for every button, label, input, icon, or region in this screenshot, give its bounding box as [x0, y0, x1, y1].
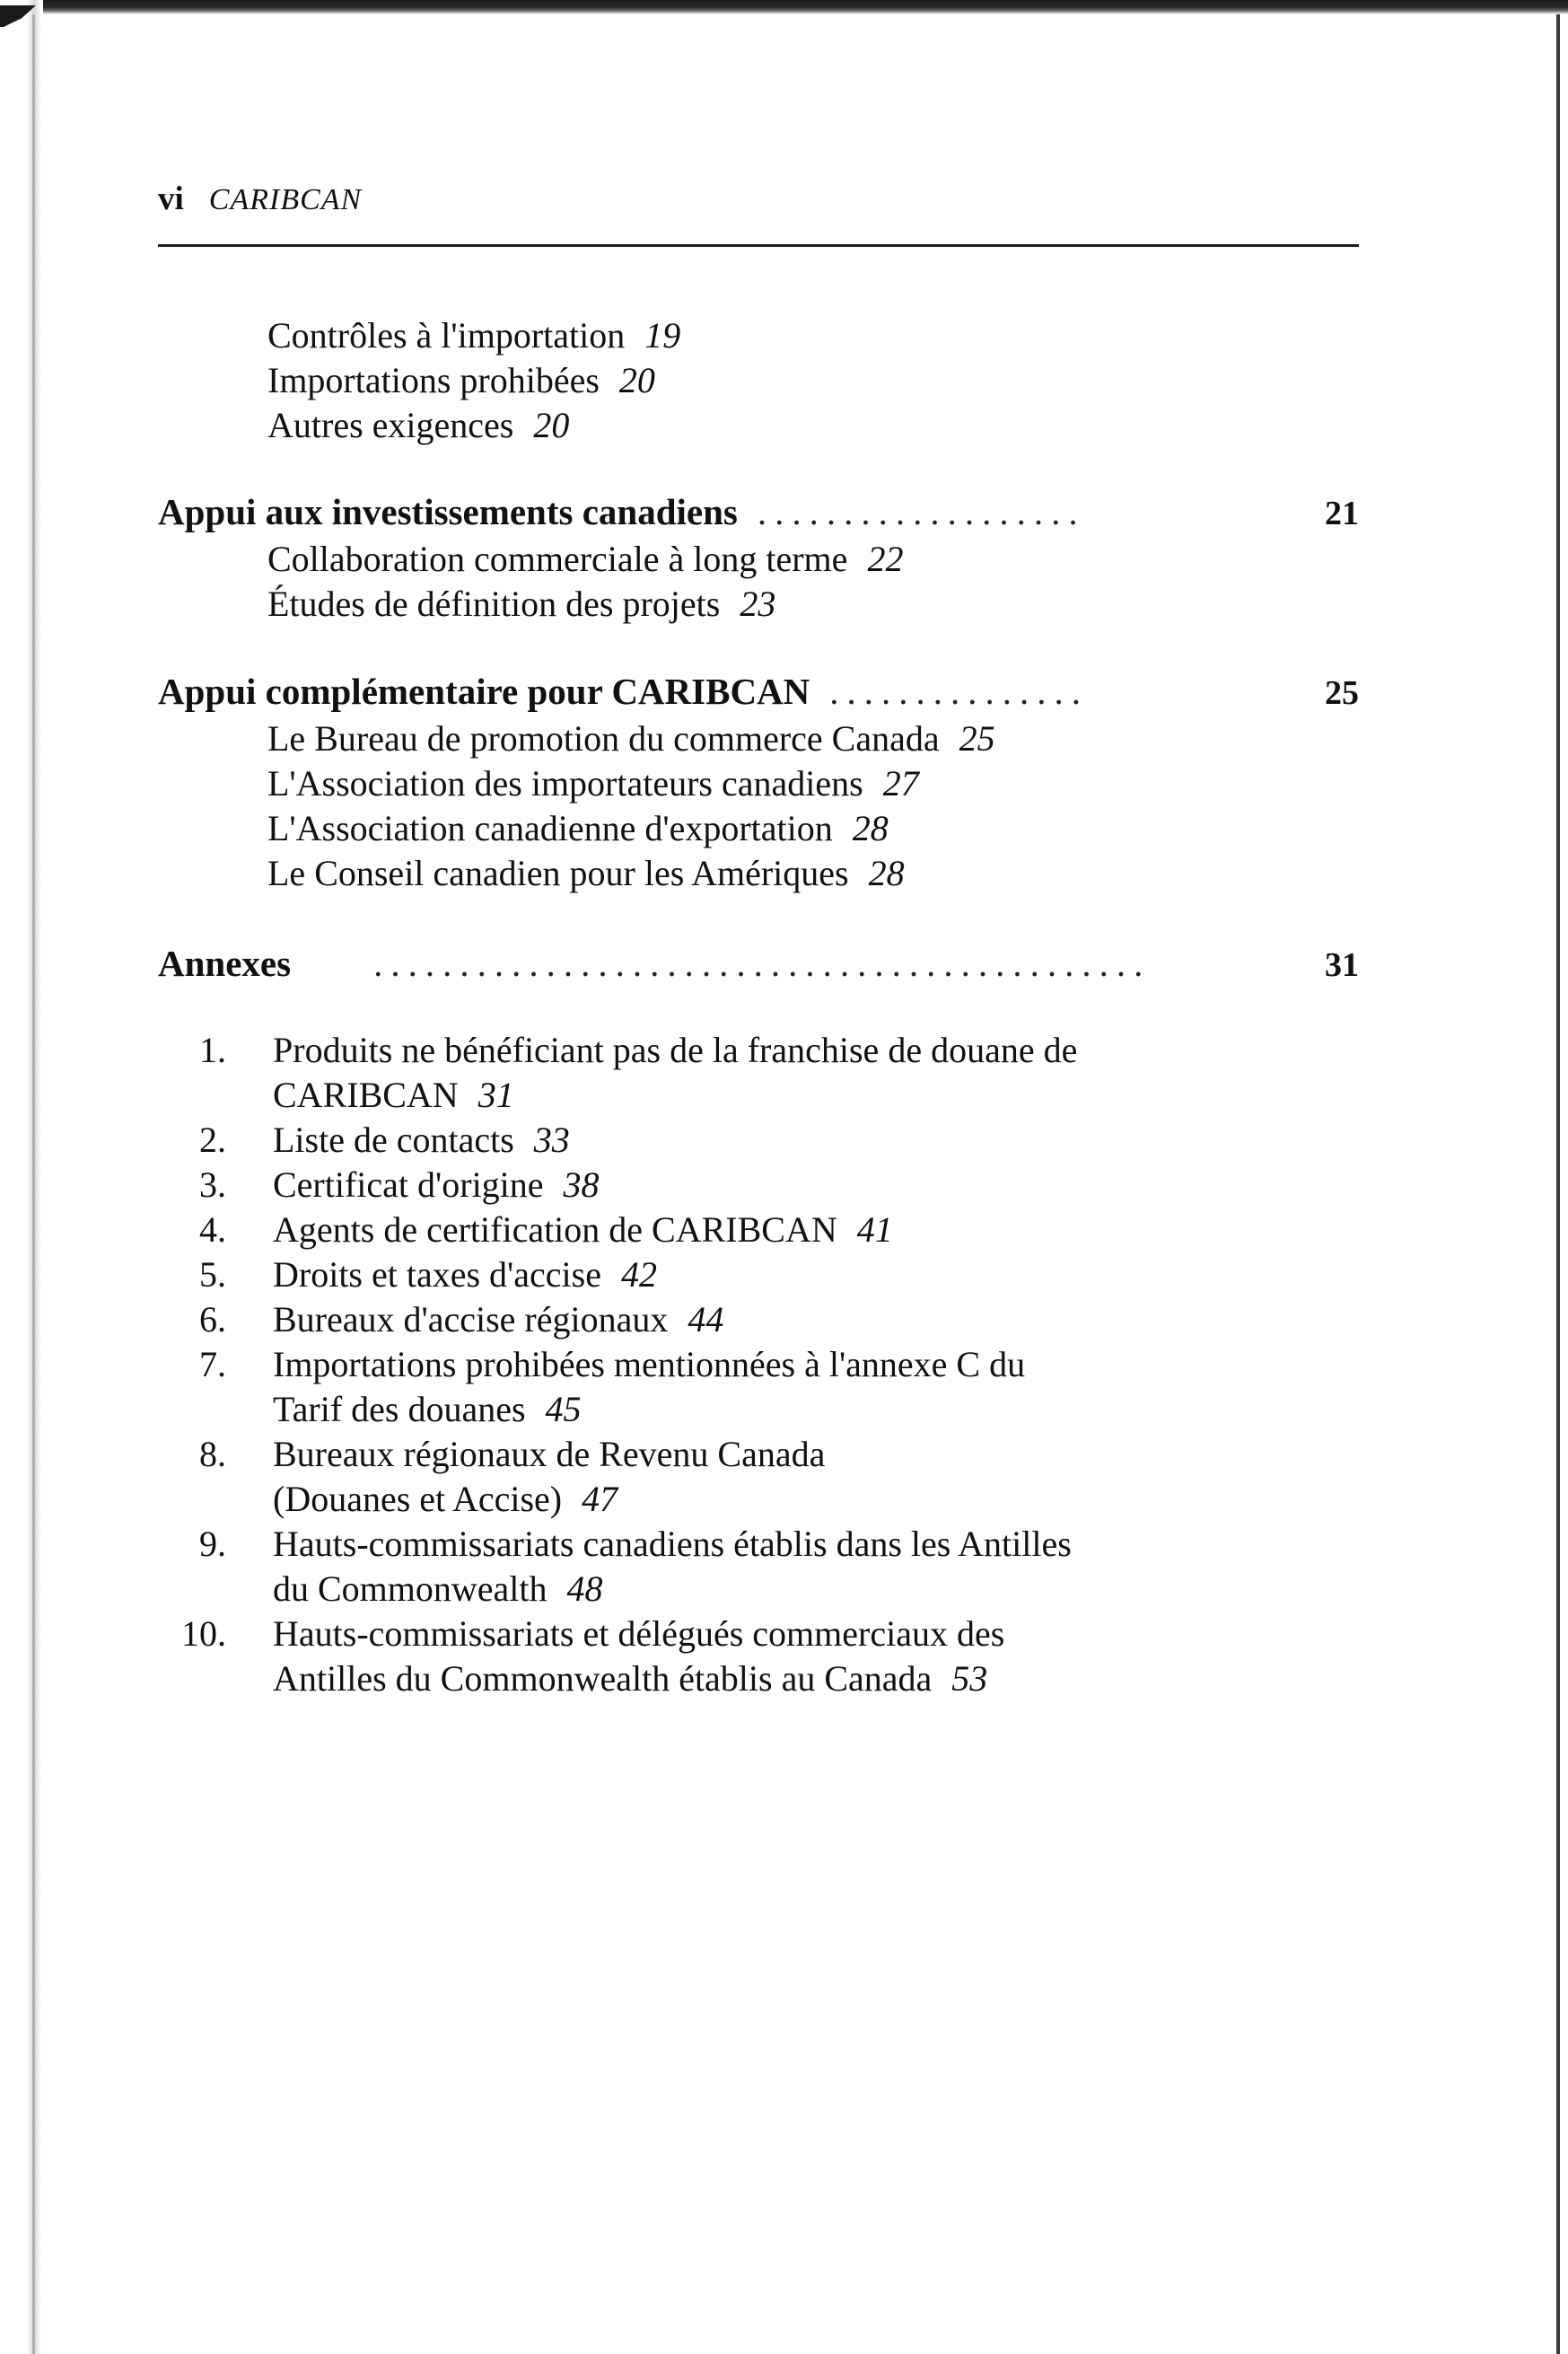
section-title: Annexes	[158, 943, 292, 984]
annex-line-text: Bureaux d'accise régionaux	[273, 1299, 669, 1339]
book-title: CARIBCAN	[208, 183, 363, 216]
annex-page: 48	[566, 1568, 603, 1609]
annex-number: 3.	[199, 1164, 226, 1205]
annex-number: 9.	[199, 1524, 226, 1564]
page-folio: vi	[158, 180, 184, 217]
annex-line	[273, 1073, 1271, 1118]
toc-entry-page: 28	[868, 853, 905, 893]
dot-leader: ...............	[829, 671, 1090, 712]
toc-entry	[267, 851, 905, 896]
annex-line-text: Tarif des douanes	[273, 1389, 526, 1429]
annex-number: 7.	[199, 1344, 226, 1384]
annex-number: 2.	[199, 1120, 226, 1160]
section-page: 21	[1325, 495, 1359, 532]
toc-entry-page: 27	[882, 763, 919, 804]
annex-page: 53	[951, 1658, 988, 1699]
annex-page: 44	[688, 1299, 724, 1339]
annex-list	[158, 1028, 1271, 1701]
annex-number: 4.	[199, 1209, 226, 1250]
toc-entry-page: 22	[867, 539, 904, 579]
dot-leader: .............................................	[373, 943, 1152, 984]
annex-line-text: Antilles du Commonwealth établis au Canada	[273, 1658, 933, 1699]
header-rule	[158, 244, 1359, 247]
annex-line	[273, 1297, 1271, 1342]
annex-page: 41	[856, 1209, 893, 1250]
scan-right-edge	[1556, 14, 1560, 2354]
toc-entry-page: 20	[618, 360, 655, 400]
annex-page: 47	[582, 1479, 618, 1519]
toc-entry	[267, 358, 655, 403]
annex-number: 1.	[199, 1030, 226, 1070]
toc-entry-label: Importations prohibées	[267, 360, 600, 400]
toc-entry-page: 19	[644, 315, 681, 356]
toc-entry-label: Le Conseil canadien pour les Amériques	[267, 853, 849, 893]
toc-entry	[267, 716, 995, 761]
annex-page: 33	[533, 1120, 570, 1160]
annex-item	[158, 1208, 1271, 1252]
dot-leader: ...................	[757, 491, 1086, 532]
annex-line	[273, 1163, 1271, 1208]
toc-entry-label: Autres exigences	[267, 405, 514, 445]
annex-line	[273, 1118, 1271, 1163]
section-page: 31	[1325, 946, 1359, 984]
annex-line-text: Agents de certification de CARIBCAN	[273, 1209, 837, 1250]
toc-entry-page: 28	[852, 808, 889, 848]
toc-entry-label: L'Association canadienne d'exportation	[267, 808, 833, 848]
toc-entry-page: 20	[533, 405, 570, 445]
scan-top-edge	[0, 0, 1568, 14]
toc-entry-page: 23	[740, 584, 776, 624]
annex-line-text: (Douanes et Accise)	[273, 1479, 563, 1519]
annex-line-text: Droits et taxes d'accise	[273, 1254, 601, 1295]
annex-line	[273, 1208, 1271, 1252]
annex-line: Hauts-commissariats et délégués commerciaux des	[273, 1613, 1005, 1654]
toc-entry-label: Collaboration commerciale à long terme	[267, 539, 848, 579]
toc-entry	[267, 761, 919, 806]
toc-entry-label: Contrôles à l'importation	[267, 315, 626, 356]
scan-left-margin	[0, 0, 43, 2354]
annex-page: 42	[620, 1254, 657, 1295]
annex-line: Produits ne bénéficiant pas de la franchise de douane de	[273, 1030, 1078, 1070]
annex-item	[158, 1297, 1271, 1342]
scan-left-edge	[32, 14, 35, 2354]
annex-page: 38	[563, 1164, 600, 1205]
annex-line	[273, 1387, 1271, 1432]
annex-item	[158, 1028, 1271, 1118]
section-title: Appui complémentaire pour CARIBCAN	[158, 671, 810, 712]
toc-section-heading	[158, 490, 1359, 540]
toc-entry	[267, 403, 569, 448]
annex-line: Hauts-commissariats canadiens établis dans les Antilles	[273, 1524, 1072, 1564]
annex-number: 6.	[199, 1299, 226, 1339]
section-title: Appui aux investissements canadiens	[158, 491, 738, 532]
annex-line-text: du Commonwealth	[273, 1568, 547, 1609]
toc-entry	[267, 537, 903, 582]
annex-line: Importations prohibées mentionnées à l'annexe C du	[273, 1344, 1026, 1384]
annex-line	[273, 1567, 1271, 1612]
annex-line-text: CARIBCAN	[273, 1075, 459, 1115]
annex-item	[158, 1118, 1271, 1163]
annex-line-text: Liste de contacts	[273, 1120, 514, 1160]
annex-line-text: Certificat d'origine	[273, 1164, 544, 1205]
toc-entry-label: L'Association des importateurs canadiens	[267, 763, 863, 804]
toc-entry	[267, 313, 680, 358]
toc-entry	[267, 806, 889, 851]
annex-item	[158, 1612, 1271, 1701]
annex-item	[158, 1342, 1271, 1432]
annex-item	[158, 1163, 1271, 1208]
annex-number: 8.	[199, 1434, 226, 1474]
toc-entry-page: 25	[959, 718, 995, 759]
toc-entry	[267, 582, 775, 627]
annex-number: 5.	[199, 1254, 226, 1295]
toc-entry-label: Le Bureau de promotion du commerce Canada	[267, 718, 940, 759]
annex-page: 45	[545, 1389, 582, 1429]
toc-entry-label: Études de définition des projets	[267, 584, 721, 624]
annex-line	[273, 1252, 1271, 1297]
annex-item	[158, 1252, 1271, 1297]
annex-item	[158, 1522, 1271, 1612]
annex-page: 31	[477, 1075, 514, 1115]
annex-line: Bureaux régionaux de Revenu Canada	[273, 1434, 826, 1474]
toc-section-heading	[158, 942, 1359, 992]
annex-item	[158, 1432, 1271, 1522]
toc-section-heading	[158, 670, 1359, 720]
annex-line	[273, 1477, 1271, 1522]
annex-line	[273, 1656, 1271, 1701]
annex-number: 10.	[181, 1613, 226, 1654]
section-page: 25	[1325, 674, 1359, 712]
running-head	[158, 180, 362, 233]
